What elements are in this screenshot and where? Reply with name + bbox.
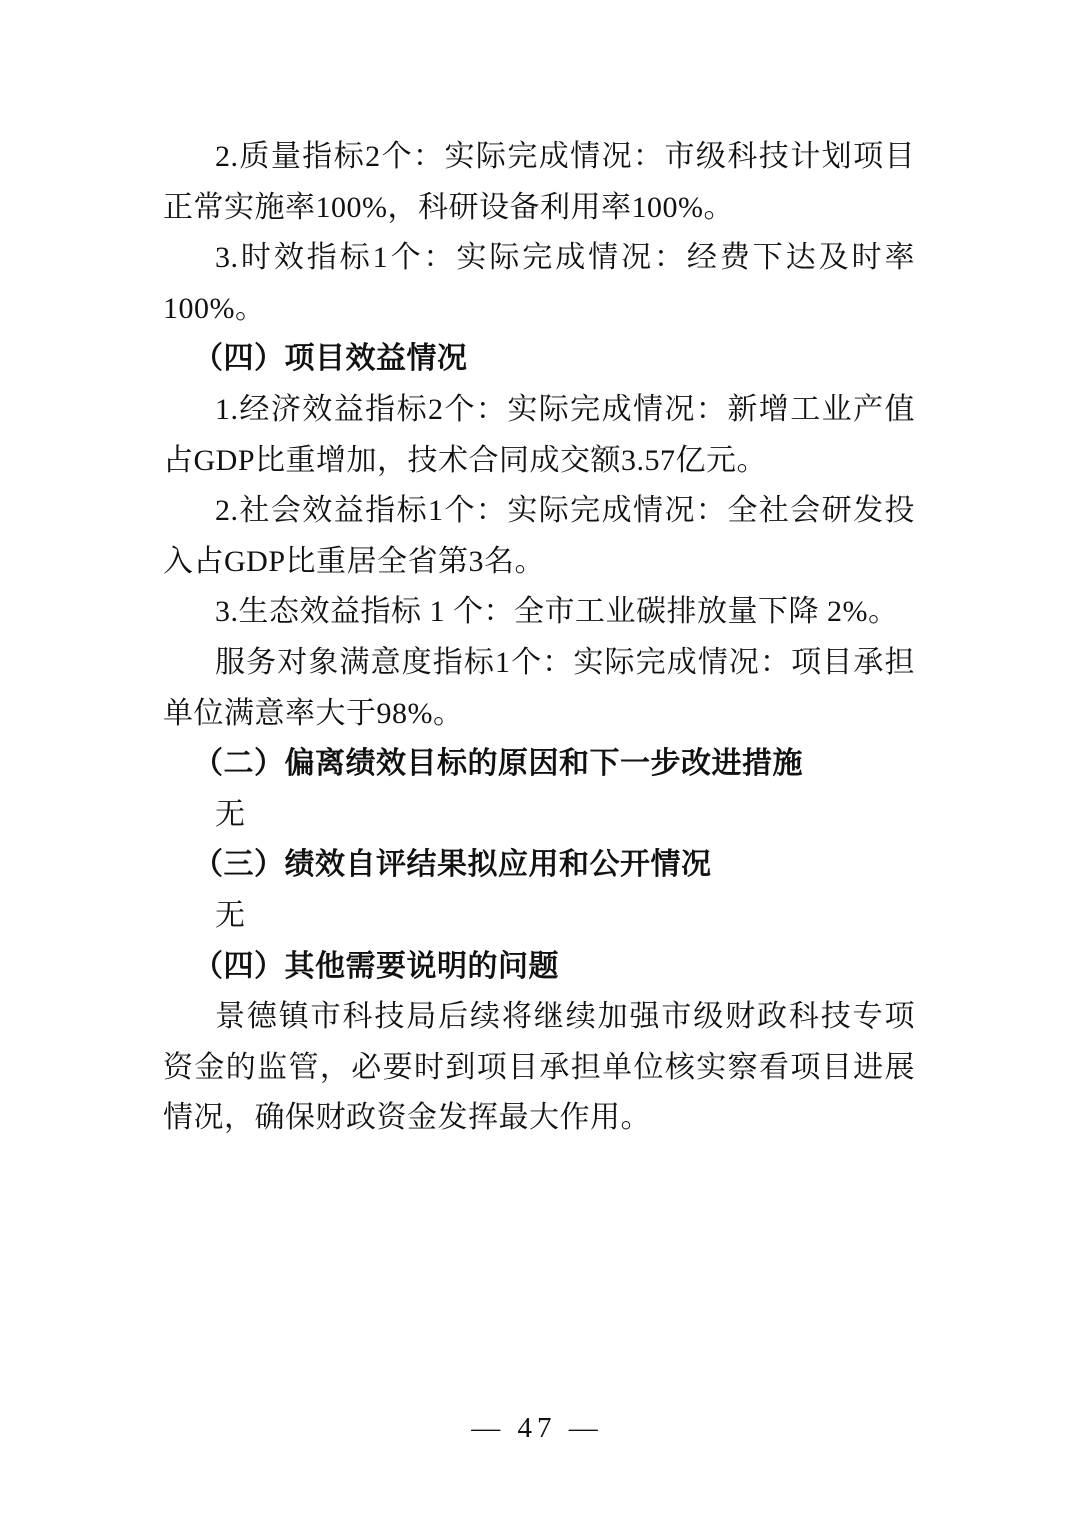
body-paragraph: 1.经济效益指标2个：实际完成情况：新增工业产值占GDP比重增加，技术合同成交额3.57亿元。 (163, 392, 915, 477)
page-number: — 47 — (471, 1412, 603, 1444)
body-paragraph: 无 (215, 797, 246, 831)
body-paragraph: 景德镇市科技局后续将继续加强市级财政科技专项资金的监管，必要时到项目承担单位核实察看项目进展情况，确保财政资金发挥最大作用。 (163, 1000, 915, 1135)
body-paragraph: 服务对象满意度指标1个：实际完成情况：项目承担单位满意率大于98%。 (163, 645, 915, 730)
body-paragraph: 3.生态效益指标 1 个：全市工业碳排放量下降 2%。 (215, 595, 899, 629)
section-heading: （四）其他需要说明的问题 (193, 949, 559, 983)
section-heading: （三）绩效自评结果拟应用和公开情况 (193, 848, 712, 882)
body-paragraph: 2.社会效益指标1个：实际完成情况：全社会研发投入占GDP比重居全省第3名。 (163, 494, 915, 578)
body-paragraph: 2.质量指标2个：实际完成情况：市级科技计划项目正常实施率100%，科研设备利用率100%。 (163, 140, 915, 224)
body-paragraph: 无 (215, 898, 246, 932)
section-heading: （四）项目效益情况 (193, 342, 468, 376)
section-heading: （二）偏离绩效目标的原因和下一步改进措施 (193, 747, 803, 781)
document-body (163, 132, 915, 1144)
body-paragraph: 3.时效指标1个：实际完成情况：经费下达及时率100%。 (163, 241, 915, 325)
